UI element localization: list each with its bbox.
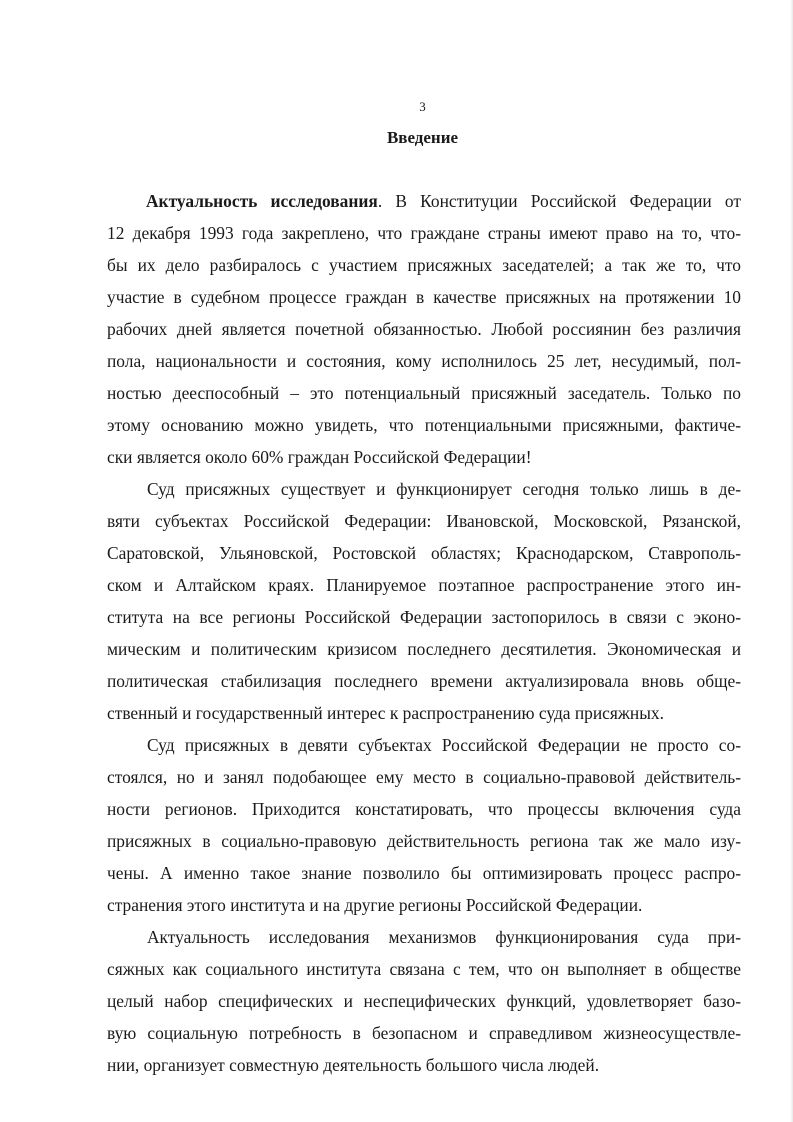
- paragraph-line: нии, организует совместную деятельность большого числа людей.: [107, 1055, 600, 1075]
- paragraph-line: целый набор специфических и неспецифических функций, удовлетворяет базо-: [107, 991, 741, 1011]
- paragraph-line: участие в судебном процессе граждан в качестве присяжных на протяжении 10: [107, 287, 741, 307]
- paragraph-line: Суд присяжных в девяти субъектах Российской Федерации не просто со-: [147, 735, 741, 755]
- section-title: Введение: [386, 128, 459, 147]
- paragraph-jury-regions: [107, 473, 741, 729]
- paragraph-line: сяжных как социального института связана с тем, что он выполняет в обществе: [107, 959, 741, 979]
- paragraph-line: бы их дело разбиралось с участием присяжных заседателей; а так же то, что: [107, 255, 741, 275]
- paragraph-line: ском и Алтайском краях. Планируемое поэтапное распространение этого ин-: [107, 575, 741, 595]
- paragraph-line: мическим и политическим кризисом последнего десятилетия. Экономическая и: [107, 639, 741, 659]
- paragraph-line: ститута на все регионы Российской Федерации застопорилось в связи с эконо-: [107, 607, 741, 627]
- paragraph-line: пола, национальности и состояния, кому исполнилось 25 лет, несудимый, пол-: [107, 351, 741, 371]
- paragraph-line: Актуальность исследования механизмов функционирования суда при-: [147, 927, 741, 947]
- paragraph-line: Саратовской, Ульяновской, Ростовской областях; Краснодарском, Ставрополь-: [107, 543, 741, 563]
- paragraph-line: рабочих дней является почетной обязанностью. Любой россиянин без различия: [107, 319, 741, 339]
- page-number: 3: [419, 99, 426, 114]
- paragraph-line: этому основанию можно увидеть, что потенциальными присяжными, фактиче-: [107, 415, 741, 435]
- paragraph-line: ственный и государственный интерес к распространению суда присяжных.: [107, 703, 664, 723]
- paragraph-line: вую социальную потребность в безопасном и справедливом жизнеосуществле-: [107, 1023, 741, 1043]
- paragraph-line: политическая стабилизация последнего времени актуализировала вновь обще-: [107, 671, 741, 691]
- paragraph-line: стоялся, но и занял подобающее ему место в социально-правовой действитель-: [107, 767, 741, 787]
- paragraph-line: странения этого института и на другие регионы Российской Федерации.: [107, 895, 643, 915]
- paragraph-social-institution: [107, 921, 741, 1081]
- paragraph-line: Суд присяжных существует и функционирует сегодня только лишь в де-: [147, 479, 741, 499]
- paragraph-line: ски является около 60% граждан Российской Федерации!: [107, 447, 532, 467]
- paragraph-line: ностью дееспособный – это потенциальный присяжный заседатель. Только по: [107, 383, 741, 403]
- paragraph-line: вяти субъектах Российской Федерации: Ивановской, Московской, Рязанской,: [107, 511, 741, 531]
- paragraph-line: чены. А именно такое знание позволило бы оптимизировать процесс распро-: [107, 863, 741, 883]
- bold-lead: Актуальность исследования: [146, 191, 378, 211]
- paragraph-relevance: [107, 185, 741, 473]
- paragraph-line: ности регионов. Приходится констатировать, что процессы включения суда: [107, 799, 741, 819]
- paragraph-line: 12 декабря 1993 года закреплено, что граждане страны имеют право на то, что-: [107, 223, 741, 243]
- paragraph-jury-reality: [107, 729, 741, 921]
- paragraph-line: Актуальность исследования. В Конституции Российской Федерации от: [146, 191, 741, 211]
- paragraph-line: присяжных в социально-правовую действительность региона так же мало изу-: [107, 831, 741, 851]
